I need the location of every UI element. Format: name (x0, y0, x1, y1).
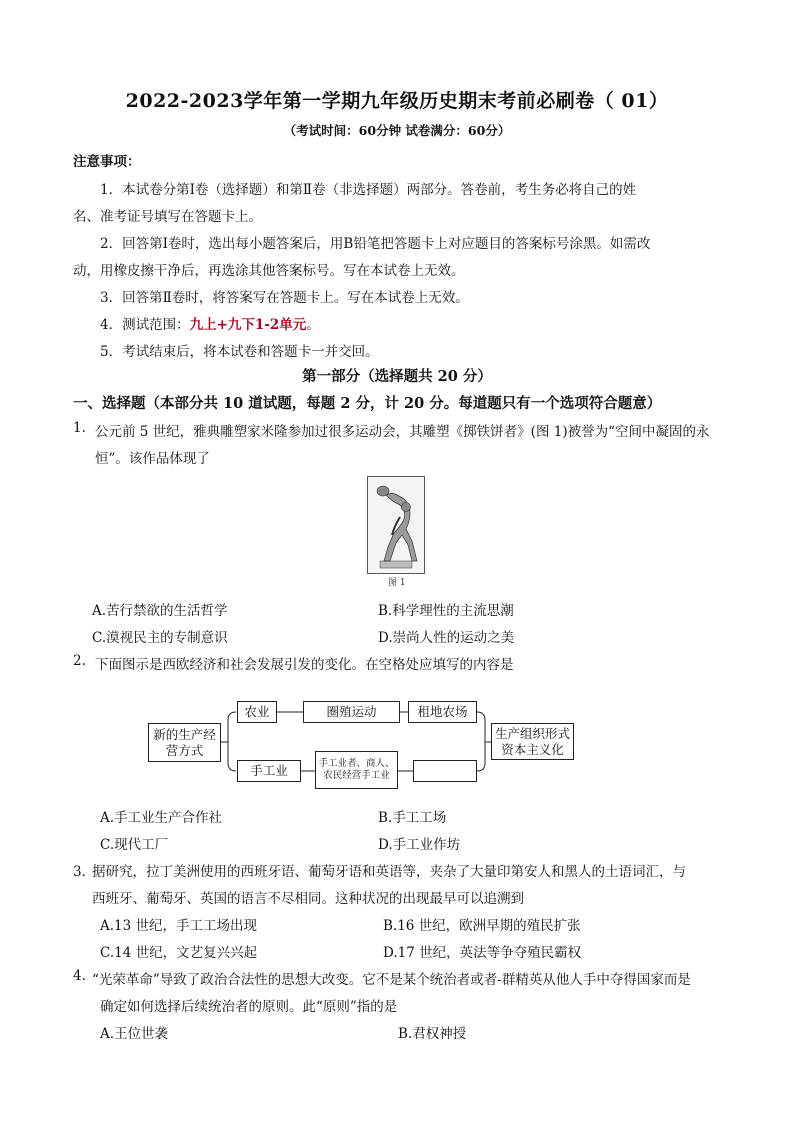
q3-option-b[interactable]: B.16 世纪，欧洲早期的殖民扩张 (383, 918, 581, 934)
q1-number: 1. (73, 420, 86, 436)
notice-item-4-prefix: 4．测试范围： (100, 317, 190, 333)
q2-option-d[interactable]: D.手工业作坊 (378, 837, 461, 853)
q3-stem-line-2: 西班牙、葡萄牙、英国的语言不尽相同。这种状况的出现最早可以追溯到 (92, 891, 524, 907)
q2-option-b[interactable]: B.手工工场 (378, 810, 447, 826)
diagram-leased-farm: 租地农场 (408, 701, 477, 723)
notice-item-4-suffix: 。 (306, 317, 320, 333)
notice-title: 注意事项： (73, 154, 141, 170)
q1-option-c[interactable]: C.漠视民主的专制意识 (92, 630, 228, 646)
exam-info: （考试时间：60分钟 试卷满分：60分） (283, 123, 511, 138)
notice-item-2-line-2: 动，用橡皮擦干净后，再选涂其他答案标号。写在本试卷上无效。 (73, 263, 465, 279)
q4-option-a[interactable]: A.王位世袭 (100, 1026, 169, 1042)
notice-item-1-line-2: 名、准考证号填写在答题卡上。 (73, 209, 262, 225)
q3-option-c[interactable]: C.14 世纪，文艺复兴兴起 (100, 945, 258, 961)
test-range: 九上+九下1-2单元 (189, 317, 307, 333)
q3-number: 3． (73, 864, 96, 880)
q2-option-a[interactable]: A.手工业生产合作社 (100, 810, 223, 826)
diagram-agriculture: 农业 (237, 701, 277, 723)
q3-option-a[interactable]: A.13 世纪，手工工场出现 (100, 918, 258, 934)
notice-item-3: 3．回答第Ⅱ卷时，将答案写在答题卡上。写在本试卷上无效。 (100, 290, 469, 306)
section-heading: 一、选择题（本部分共 10 道试题，每题 2 分，计 20 分。每道题只有一个选项符合题意） (73, 395, 662, 412)
q2-option-c[interactable]: C.现代工厂 (100, 837, 169, 853)
diagram-new-business-mode: 新的生产经营方式 (148, 723, 221, 762)
q4-stem-line-2: 确定如何选择后续统治者的原则。此“原则”指的是 (100, 999, 398, 1015)
q3-stem-line-1: 据研究，拉丁美洲使用的西班牙语、葡萄牙语和英语等，夹杂了大量印第安人和黑人的土语词汇，与 (92, 864, 686, 880)
q1-option-a[interactable]: A.苦行禁欲的生活哲学 (92, 603, 228, 619)
page-title: 2022-2023学年第一学期九年级历史期末考前必刷卷（ 01） (125, 90, 669, 112)
q1-stem-line-1: 公元前 5 世纪，雅典雕塑家米隆参加过很多运动会，其雕塑《掷铁饼者》(图 1)被誉为“空间中凝固的永 (95, 424, 710, 440)
figure-caption: 图 1 (388, 578, 406, 588)
q1-option-d[interactable]: D.崇尚人性的运动之美 (378, 630, 515, 646)
q4-option-b[interactable]: B.君权神授 (398, 1026, 467, 1042)
q1-option-b[interactable]: B.科学理性的主流思潮 (378, 603, 514, 619)
q2-stem-line-1: 下面图示是西欧经济和社会发展引发的变化。在空格处应填写的内容是 (95, 657, 514, 673)
q2-number: 2. (73, 653, 86, 669)
notice-item-5: 5．考试结束后，将本试卷和答题卡一并交回。 (100, 344, 379, 360)
notice-item-2-line-1: 2．回答第Ⅰ卷时，选出每小题答案后，用B铅笔把答题卡上对应题目的答案标号涂黑。如需改 (100, 236, 651, 252)
q3-option-d[interactable]: D.17 世纪，英法等争夺殖民霸权 (383, 945, 582, 961)
part-heading: 第一部分（选择题共 20 分） (302, 368, 492, 385)
q4-number: 4. (73, 968, 86, 984)
diagram-capitalist-organization: 生产组织形式资本主义化 (491, 723, 574, 760)
notice-item-1-line-1: 1．本试卷分第Ⅰ卷（选择题）和第Ⅱ卷（非选择题）两部分。答卷前，考生务必将自己的姓 (100, 182, 637, 198)
diagram-blank (413, 760, 477, 782)
diagram-enclosure: 圈殖运动 (303, 701, 400, 723)
diagram-handicraft: 手工业 (237, 760, 301, 782)
diagram-actors: 手工业者、商人、农民经营手工业 (315, 751, 398, 789)
q1-stem-line-2: 恒”。该作品体现了 (95, 451, 210, 467)
q4-stem-line-1: “光荣革命”导致了政治合法性的思想大改变。它不是某个统治者或者-群精英从他人手中夺得国家而是 (92, 972, 691, 988)
